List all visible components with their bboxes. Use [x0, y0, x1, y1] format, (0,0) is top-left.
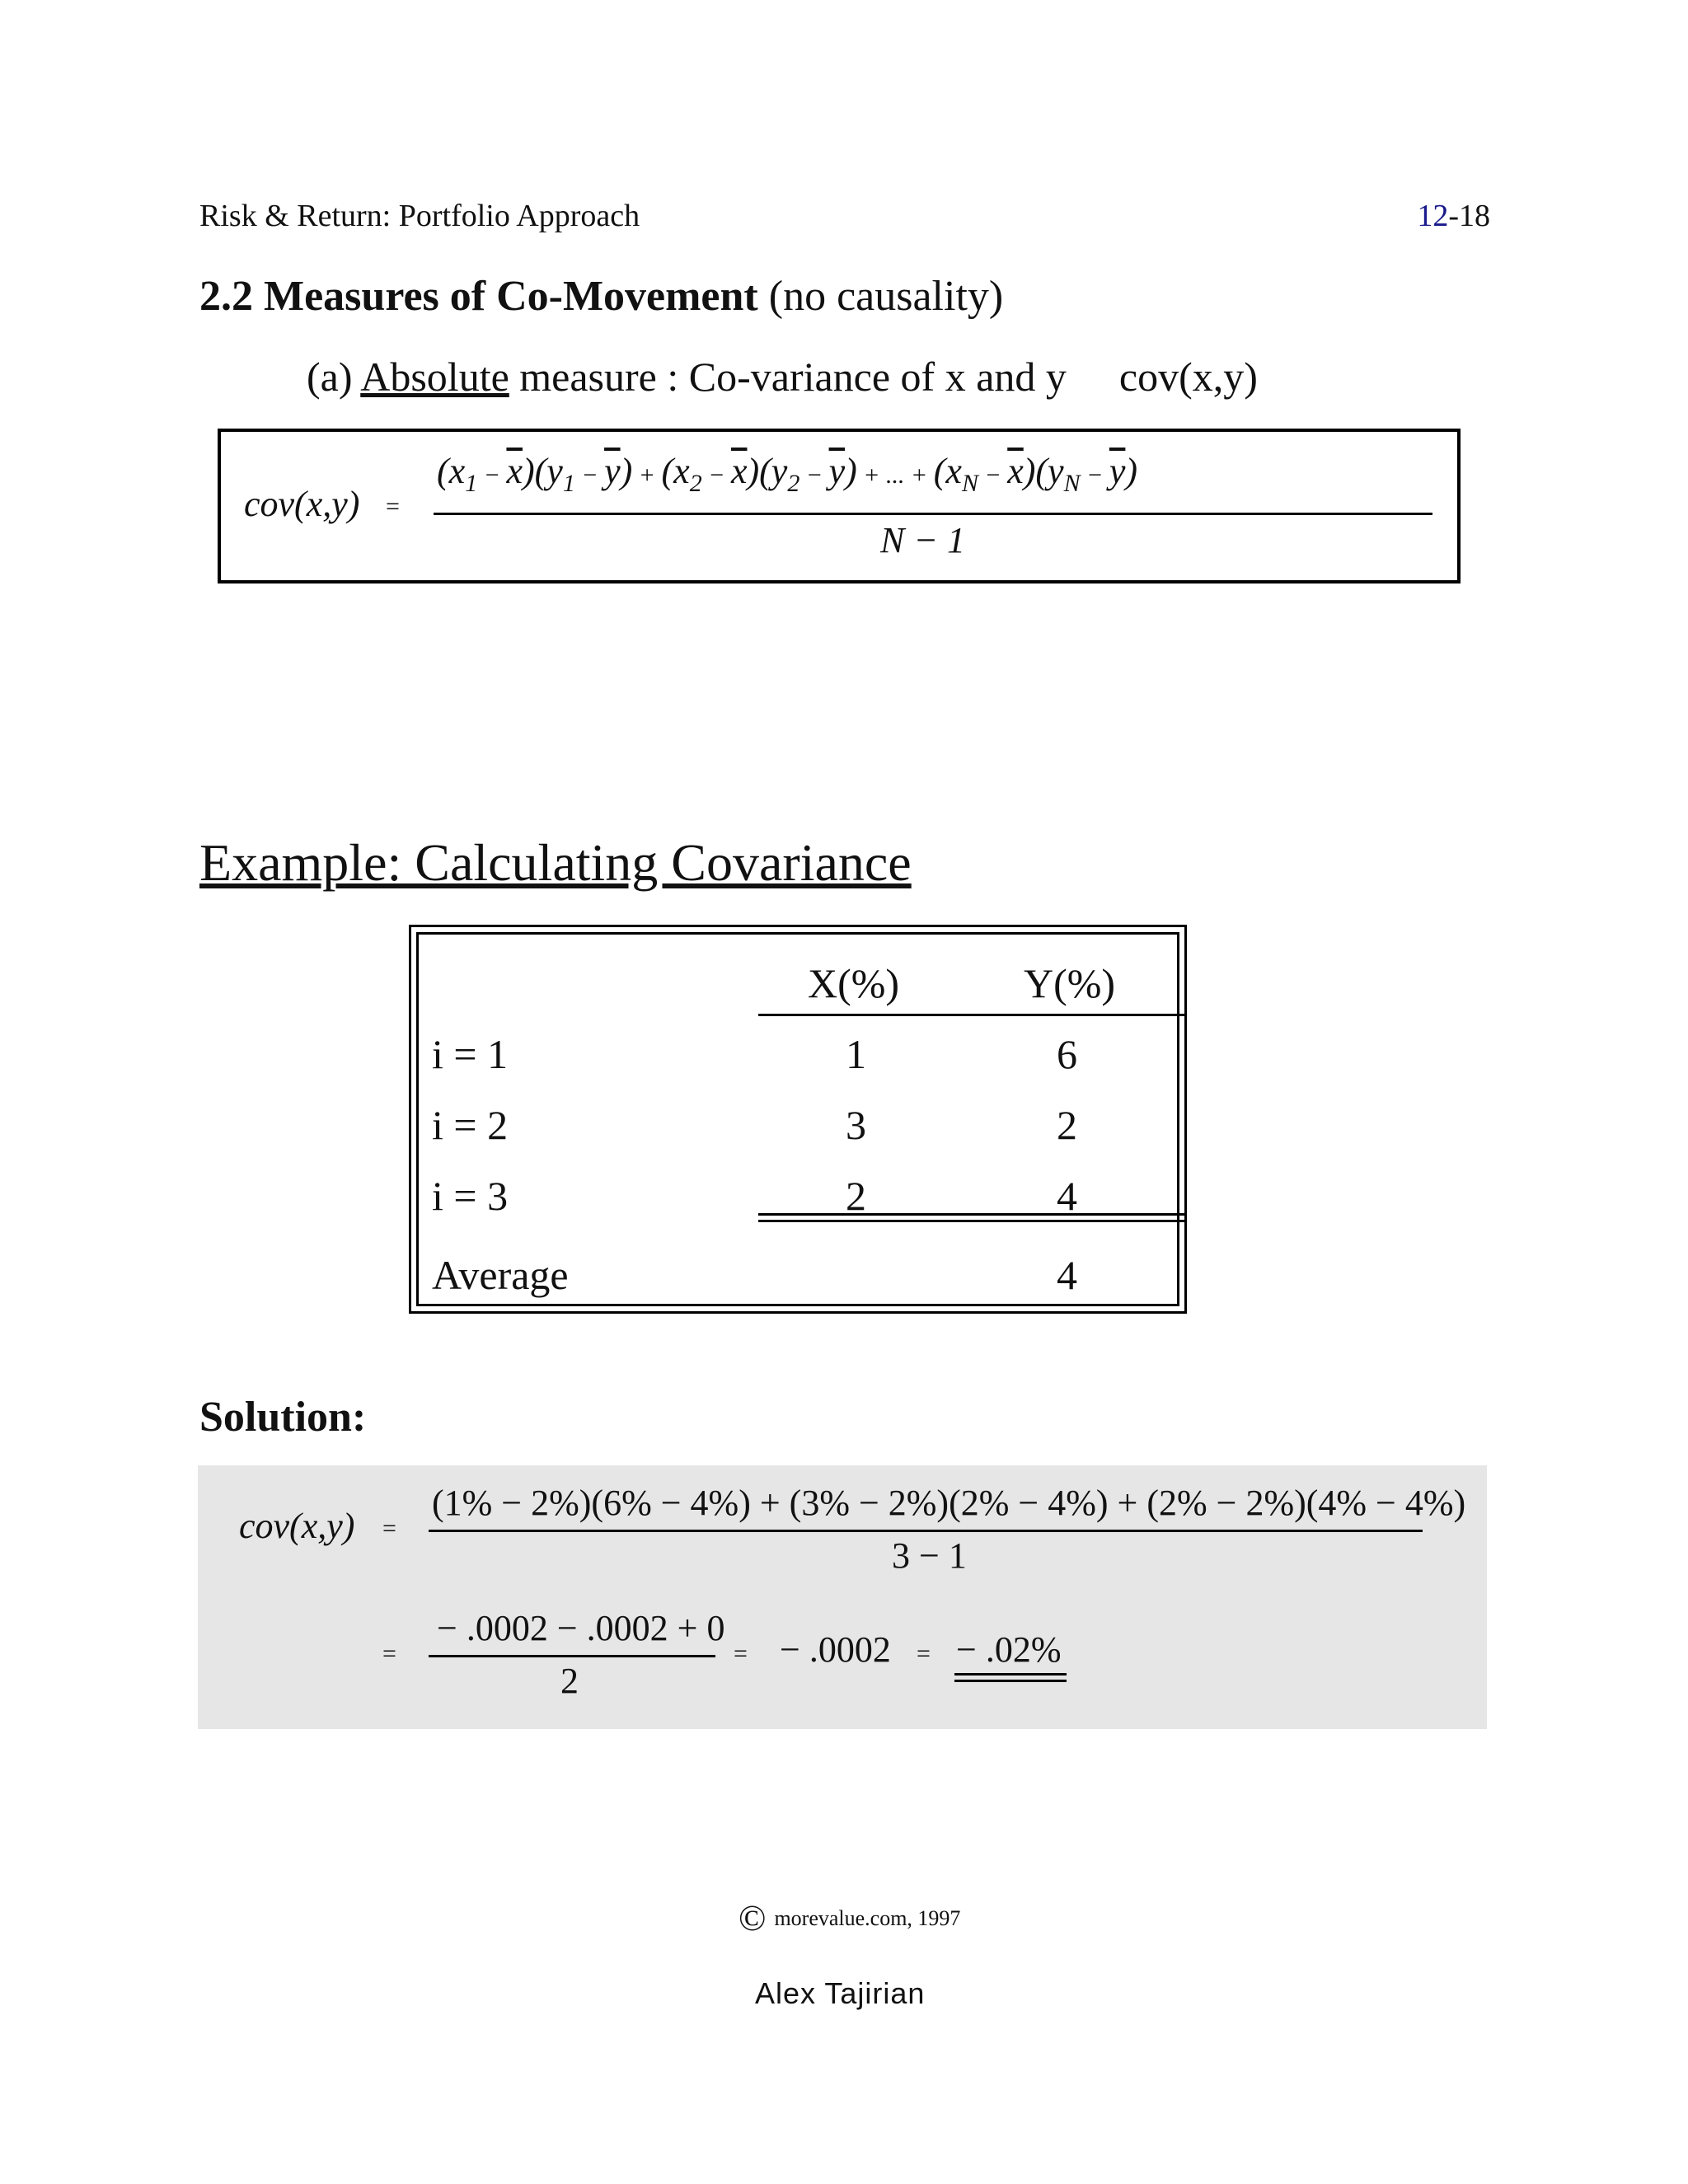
- subheading: [307, 353, 1258, 401]
- page-number: [1417, 198, 1490, 234]
- num-term: (x: [661, 451, 690, 491]
- solution-denominator-2: 2: [560, 1661, 579, 1701]
- solution-value: − .0002: [780, 1629, 891, 1670]
- page-chapter: 12: [1417, 199, 1449, 233]
- num-ybar: $\overline{y}$: [828, 451, 846, 491]
- section-heading: [199, 272, 1003, 321]
- section-heading-bold: 2.2 Measures of Co-Movement: [199, 273, 758, 320]
- final-underline-upper: [954, 1673, 1067, 1675]
- num-sub: 2: [787, 470, 800, 497]
- header-title: Risk & Return: Portfolio Approach: [199, 199, 640, 233]
- solution-equals: =: [382, 1640, 396, 1667]
- solution-fraction-line: [429, 1530, 1423, 1532]
- solution-label: Solution:: [199, 1394, 367, 1441]
- solution-box: [198, 1465, 1487, 1729]
- copyright-text: morevalue.com, 1997: [774, 1906, 961, 1930]
- example-table-inner: [416, 932, 1179, 1306]
- num-minus: −: [799, 462, 829, 489]
- column-header-x: X(%): [808, 960, 900, 1006]
- row-label: i = 3: [432, 1173, 509, 1219]
- num-minus: −: [477, 462, 507, 489]
- author-name: Alex Tajirian: [755, 1976, 926, 2010]
- formula-lhs: cov(x,y): [244, 484, 360, 524]
- subheading-underlined: Absolute: [360, 354, 509, 400]
- cell-x: 2: [846, 1173, 866, 1219]
- row-label: i = 2: [432, 1102, 509, 1148]
- num-term: ): [1125, 451, 1138, 491]
- table-data-right-border: [1177, 1014, 1179, 1220]
- cell-y: 2: [1057, 1102, 1077, 1148]
- num-minus: −: [574, 462, 605, 489]
- num-term: )(y: [747, 451, 788, 491]
- num-sub: N: [1063, 470, 1081, 497]
- cell-x: 1: [846, 1031, 866, 1077]
- num-sub: N: [961, 470, 978, 497]
- num-term: ): [620, 451, 633, 491]
- solution-lhs: cov(x,y): [239, 1506, 355, 1546]
- num-sub: 1: [562, 470, 575, 497]
- subheading-cov: cov(x,y): [1118, 354, 1258, 400]
- covariance-formula-box: [218, 429, 1461, 583]
- example-title: Example: Calculating Covariance: [199, 833, 912, 892]
- solution-fraction-line-2: [429, 1655, 715, 1657]
- cell-y: 6: [1057, 1031, 1077, 1077]
- subheading-rest: measure : Co-variance of x and y: [509, 354, 1067, 400]
- formula-equals: =: [386, 493, 400, 520]
- num-ybar: $\overline{y}$: [604, 451, 621, 491]
- num-sub: 1: [465, 470, 478, 497]
- formula-denominator: N − 1: [880, 520, 966, 560]
- num-xbar: $\overline{x}$: [1007, 451, 1024, 491]
- copyright: [738, 1897, 960, 1939]
- header-underline: [758, 1014, 1185, 1016]
- row-label: i = 1: [432, 1031, 509, 1077]
- copyright-icon: ©: [738, 1898, 767, 1938]
- solution-final-value: − .02%: [956, 1629, 1062, 1670]
- example-table: [409, 925, 1187, 1314]
- num-ybar: $\overline{y}$: [1109, 451, 1126, 491]
- solution-equals: =: [734, 1640, 748, 1667]
- num-plus: +: [632, 462, 662, 489]
- section-heading-rest: (no causality): [757, 273, 1004, 320]
- num-plus-ellipsis: + ... +: [856, 462, 934, 489]
- num-term: (x: [437, 451, 466, 491]
- solution-numerator: (1% − 2%)(6% − 4%) + (3% − 2%)(2% − 4%) + (2% − 2%)(4% − 4%): [432, 1483, 1466, 1523]
- formula-fraction-line: [434, 513, 1432, 515]
- solution-equals: =: [917, 1640, 931, 1667]
- solution-denominator: 3 − 1: [892, 1535, 967, 1576]
- solution-numerator-2: − .0002 − .0002 + 0: [437, 1608, 725, 1648]
- total-line-lower: [758, 1220, 1185, 1222]
- num-minus: −: [701, 462, 731, 489]
- subheading-prefix: (a): [307, 354, 361, 400]
- cell-y: 4: [1057, 1173, 1077, 1219]
- column-header-y: Y(%): [1024, 960, 1116, 1006]
- average-label: Average: [432, 1252, 569, 1298]
- cell-x: 3: [846, 1102, 866, 1148]
- num-xbar: $\overline{x}$: [506, 451, 523, 491]
- solution-equals: =: [382, 1515, 396, 1542]
- num-term: )(y: [1023, 451, 1064, 491]
- total-line-upper: [758, 1213, 1185, 1216]
- num-term: (x: [933, 451, 962, 491]
- num-term: )(y: [522, 451, 563, 491]
- num-sub: 2: [689, 470, 702, 497]
- num-minus: −: [978, 462, 1008, 489]
- num-term: ): [845, 451, 857, 491]
- page-subnumber: -18: [1448, 199, 1490, 233]
- average-y: 4: [1057, 1252, 1077, 1298]
- num-xbar: $\overline{x}$: [730, 451, 748, 491]
- formula-numerator: [437, 450, 1137, 498]
- num-minus: −: [1080, 462, 1109, 489]
- final-underline-lower: [954, 1680, 1067, 1682]
